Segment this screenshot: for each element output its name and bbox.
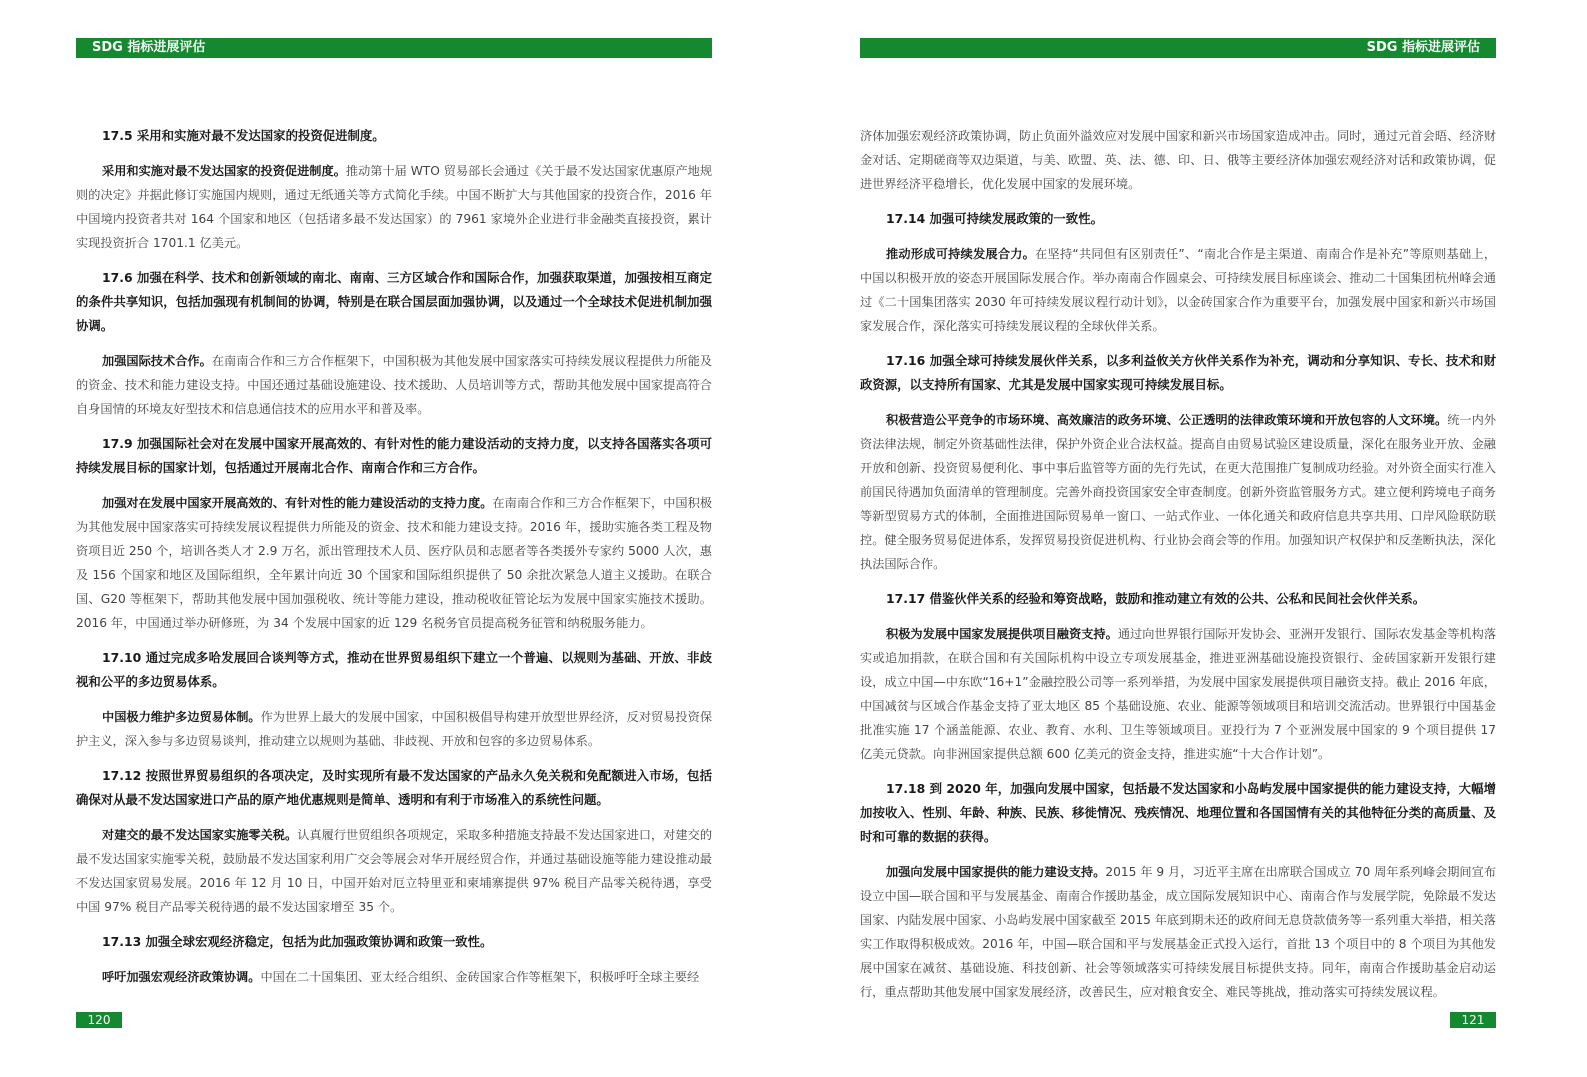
body-paragraph bbox=[76, 823, 712, 919]
paragraph-text: 在南南合作和三方合作框架下，中国积极为其他发展中国家落实可持续发展议程提供力所能及的资金、技术和能力建设支持。中国还通过基础设施建设、技术援助、人员培训等方式，帮助其他发展中国家提高符合自身国情的环境友好型技术和信息通信技术的应用水平和普及率。 bbox=[76, 354, 713, 416]
body-paragraph bbox=[860, 408, 1496, 576]
paragraph-lead: 加强向发展中国家提供的能力建设支持。 bbox=[886, 865, 1106, 879]
section-heading: 17.9 加强国际社会对在发展中国家开展高效的、有针对性的能力建设活动的支持力度，以支持各国落实各项可持续发展目标的国家计划，包括通过开展南北合作、南南合作和三方合作。 bbox=[76, 436, 712, 475]
paragraph-text: 2015 年 9 月，习近平主席在出席联合国成立 70 周年系列峰会期间宣布设立中国—联合国和平与发展基金、南南合作援助基金，成立国际发展知识中心、南南合作与发展学院，免除最不发达国家、内陆发展中国家、小岛屿发展中国家截至 2015 年底到期未还的政府间无息贷款债务等一系列重大举措，相关落实工作取得积极成效。2016 年，中国—联合国和平与发展基金正式投入运行，首批 13 个项目中的 8 个项目为其他发展中国家在减贫、基础设施、科技创新、社会等领域落实可持续发展目标提供支持。同年，南南合作援助基金启动运行，重点帮助其他发展中国家发展经济，改善民生，应对粮食安全、难民等挑战，推动落实可持续发展议程。 bbox=[860, 865, 1497, 999]
body-paragraph bbox=[76, 349, 712, 421]
paragraph-text: 在南南合作和三方合作框架下，中国积极为其他发展中国家落实可持续发展议程提供力所能及的资金、技术和能力建设支持。2016 年，援助实施各类工程及物资项目近 250 个，培训各类人才 2.9 万名，派出管理技术人员、医疗队员和志愿者等各类援外专家约 5000 人次，惠及 156 个国家和地区及国际组织，全年累计向近 30 个国家和国际组织提供了 50 余批次紧急人道主义援助。在联合国、G20 等框架下，帮助其他发展中国加强税收、统计等能力建设，推动税收征管论坛为发展中国家实施技术援助。2016 年，中国通过举办研修班，为 34 个发展中国家的近 129 名税务官员提高税务征管和纳税服务能力。 bbox=[76, 496, 713, 630]
left-page-number: 120 bbox=[76, 1012, 122, 1028]
section-heading: 17.6 加强在科学、技术和创新领域的南北、南南、三方区域合作和国际合作，加强获取渠道，加强按相互商定的条件共享知识，包括加强现有机制间的协调，特别是在联合国层面加强协调，以及通过一个全球技术促进机制加强协调。 bbox=[76, 270, 712, 333]
paragraph-lead: 积极营造公平竞争的市场环境、高效廉洁的政务环境、公正透明的法律政策环境和开放包容的人文环境。 bbox=[886, 413, 1448, 427]
section-heading: 17.5 采用和实施对最不发达国家的投资促进制度。 bbox=[102, 128, 385, 143]
body-paragraph bbox=[76, 491, 712, 635]
body-paragraph bbox=[860, 242, 1496, 338]
paragraph-lead: 采用和实施对最不发达国家的投资促进制度。 bbox=[102, 164, 346, 178]
paragraph-lead: 加强对在发展中国家开展高效的、有针对性的能力建设活动的支持力度。 bbox=[102, 496, 493, 510]
section-heading: 17.10 通过完成多哈发展回合谈判等方式，推动在世界贸易组织下建立一个普遍、以规则为基础、开放、非歧视和公平的多边贸易体系。 bbox=[76, 650, 712, 689]
left-page bbox=[76, 0, 712, 1077]
paragraph-text: 中国在二十国集团、亚太经合组织、金砖国家合作等框架下，积极呼吁全球主要经 bbox=[260, 970, 700, 984]
paragraph-lead: 中国极力维护多边贸易体制。 bbox=[102, 710, 261, 724]
paragraph-text: 作为世界上最大的发展中国家，中国积极倡导构建开放型世界经济，反对贸易投资保护主义，深入参与多边贸易谈判，推动建立以规则为基础、非歧视、开放和包容的多边贸易体系。 bbox=[76, 710, 713, 748]
paragraph-text: 推动第十届 WTO 贸易部长会通过《关于最不发达国家优惠原产地规则的决定》并据此修订实施国内规则，通过无纸通关等方式简化手续。中国不断扩大与其他国家的投资合作，2016 年中国境内投资者共对 164 个国家和地区（包括诸多最不发达国家）的 7961 家境外企业进行非金融类直接投资，累计实现投资折合 1701.1 亿美元。 bbox=[76, 164, 713, 250]
section-heading: 17.18 到 2020 年，加强向发展中国家，包括最不发达国家和小岛屿发展中国家提供的能力建设支持，大幅增加按收入、性别、年龄、种族、民族、移徙情况、残疾情况、地理位置和各国国情有关的其他特征分类的高质量、及时和可靠的数据的获得。 bbox=[860, 781, 1496, 844]
paragraph-lead: 推动形成可持续发展合力。 bbox=[886, 247, 1036, 261]
section-heading: 17.16 加强全球可持续发展伙伴关系，以多利益攸关方伙伴关系作为补充，调动和分享知识、专长、技术和财政资源，以支持所有国家、尤其是发展中国家实现可持续发展目标。 bbox=[860, 353, 1496, 392]
section-heading: 17.13 加强全球宏观经济稳定，包括为此加强政策协调和政策一致性。 bbox=[102, 934, 493, 949]
body-paragraph bbox=[860, 860, 1496, 1004]
left-header-bar: SDG 指标进展评估 bbox=[76, 38, 712, 58]
paragraph-text: 在坚持“共同但有区别责任”、“南北合作是主渠道、南南合作是补充”等原则基础上，中国以积极开放的姿态开展国际发展合作。举办南南合作圆桌会、可持续发展目标座谈会、推动二十国集团杭州峰会通过《二十国集团落实 2030 年可持续发展议程行动计划》，以金砖国家合作为重要平台，加强发展中国家和新兴市场国家发展合作，深化落实可持续发展议程的全球伙伴关系。 bbox=[860, 247, 1497, 333]
paragraph-text: 统一内外资法律法规，制定外资基础性法律，保护外资企业合法权益。提高自由贸易试验区建设质量，深化在服务业开放、金融开放和创新、投资贸易便利化、事中事后监管等方面的先行先试，在更大范围推广复制成功经验。对外资全面实行准入前国民待遇加负面清单的管理制度。完善外商投资国家安全审查制度。创新外资监管服务方式。建立便利跨境电子商务等新型贸易方式的体制，全面推进国际贸易单一窗口、一站式作业、一体化通关和政府信息共享共用、口岸风险联防联控。健全服务贸易促进体系，发挥贸易投资促进机构、行业协会商会等的作用。加强知识产权保护和反垄断执法，深化执法国际合作。 bbox=[860, 413, 1497, 571]
body-paragraph bbox=[76, 705, 712, 753]
body-paragraph bbox=[76, 965, 712, 989]
paragraph-lead: 积极为发展中国家发展提供项目融资支持。 bbox=[886, 627, 1118, 641]
section-heading: 17.14 加强可持续发展政策的一致性。 bbox=[886, 211, 1103, 226]
paragraph-lead: 加强国际技术合作。 bbox=[102, 354, 212, 368]
right-page-content bbox=[860, 124, 1496, 1015]
paragraph-lead: 呼吁加强宏观经济政策协调。 bbox=[102, 970, 261, 984]
body-paragraph bbox=[76, 159, 712, 255]
left-page-content bbox=[76, 124, 712, 1000]
body-paragraph bbox=[860, 622, 1496, 766]
continued-paragraph: 济体加强宏观经济政策协调，防止负面外溢效应对发展中国家和新兴市场国家造成冲击。同时，通过元首会晤、经济财金对话、定期磋商等双边渠道，与美、欧盟、英、法、德、印、日、俄等主要经济体加强宏观经济对话和政策协调，促进世界经济平稳增长，优化发展中国家的发展环境。 bbox=[860, 129, 1496, 191]
paragraph-lead: 对建交的最不发达国家实施零关税。 bbox=[102, 828, 298, 842]
section-heading: 17.17 借鉴伙伴关系的经验和筹资战略，鼓励和推动建立有效的公共、公私和民间社会伙伴关系。 bbox=[886, 591, 1426, 606]
paragraph-text: 认真履行世贸组织各项规定，采取多种措施支持最不发达国家进口，对建交的最不发达国家实施零关税，鼓励最不发达国家利用广交会等展会对华开展经贸合作，并通过基础设施等能力建设推动最不发达国家贸易发展。2016 年 12 月 10 日，中国开始对厄立特里亚和柬埔寨提供 97% 税目产品零关税待遇，享受中国 97% 税目产品零关税待遇的最不发达国家增至 35 个。 bbox=[76, 828, 713, 914]
right-header-bar: SDG 指标进展评估 bbox=[860, 38, 1496, 58]
right-page-number: 121 bbox=[1450, 1012, 1496, 1028]
paragraph-text: 通过向世界银行国际开发协会、亚洲开发银行、国际农发基金等机构落实或追加捐款，在联合国和有关国际机构中设立专项发展基金，推进亚洲基础设施投资银行、金砖国家新开发银行建设，成立中国—中东欧“16+1”金融控股公司等一系列举措，为发展中国家发展提供项目融资支持。截止 2016 年底，中国减贫与区域合作基金支持了亚太地区 85 个基础设施、农业、能源等领域项目和培训交流活动。世界银行中国基金批准实施 17 个涵盖能源、农业、教育、水利、卫生等领域项目。亚投行为 7 个亚洲发展中国家的 9 个项目提供 17 亿美元贷款。向非洲国家提供总额 600 亿美元的资金支持，推进实施“十大合作计划”。 bbox=[860, 627, 1497, 761]
right-page bbox=[860, 0, 1496, 1077]
section-heading: 17.12 按照世界贸易组织的各项决定，及时实现所有最不发达国家的产品永久免关税和免配额进入市场，包括确保对从最不发达国家进口产品的原产地优惠规则是简单、透明和有利于市场准入的系统性问题。 bbox=[76, 768, 712, 807]
